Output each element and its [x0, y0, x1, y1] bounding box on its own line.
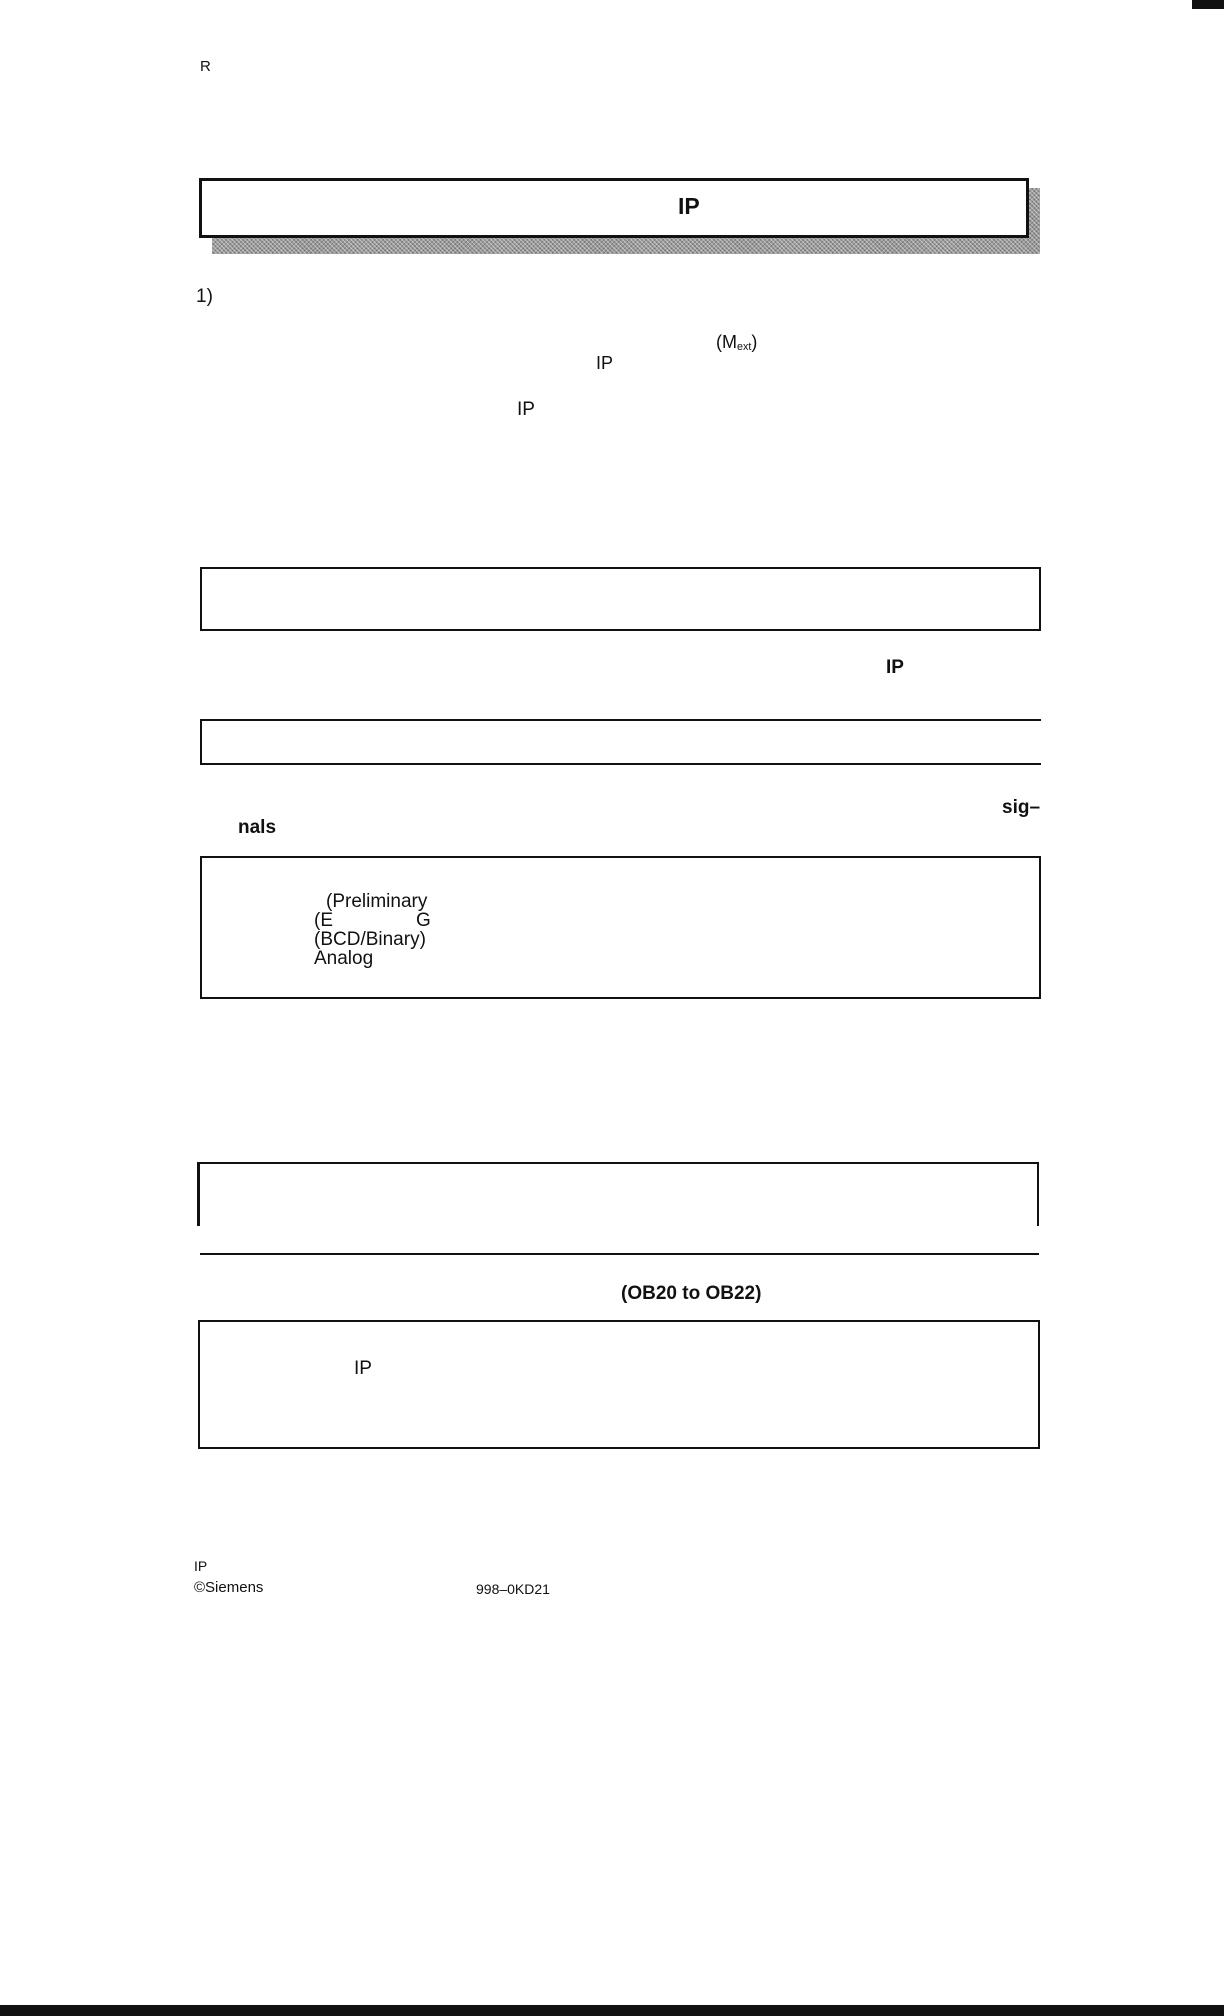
- info-box-3: [197, 1162, 1039, 1226]
- signals-heading-sig: sig–: [1002, 797, 1041, 818]
- header-letter: R: [200, 58, 211, 75]
- ip-reference-3: IP: [886, 657, 904, 678]
- mext-open: (M: [716, 332, 737, 352]
- signal-line-preliminary: (Preliminary: [326, 891, 428, 912]
- section-divider: [200, 1253, 1039, 1255]
- signals-heading-nals: nals: [238, 817, 277, 838]
- interrupt-ip-reference: IP: [354, 1358, 372, 1379]
- footnote-marker: 1): [196, 286, 213, 307]
- mext-subscript: ext: [737, 341, 752, 353]
- page-edge-mark: [1192, 0, 1224, 9]
- section-title: IP: [678, 193, 700, 219]
- page-bottom-bar: [0, 2005, 1224, 2016]
- signals-box: [200, 856, 1041, 999]
- footer-order-number: 998–0KD21: [476, 1581, 550, 1597]
- mext-term: [716, 333, 757, 353]
- ip-reference-1: IP: [596, 353, 614, 373]
- ip-reference-2: IP: [517, 399, 535, 420]
- info-box-1: [200, 567, 1041, 631]
- mext-close: ): [751, 332, 758, 352]
- interrupt-ob-range: (OB20 to OB22): [621, 1283, 762, 1304]
- signal-line-e: (E: [314, 910, 333, 931]
- footer-ip: IP: [194, 1558, 208, 1574]
- signal-line-bcd-binary: (BCD/Binary): [314, 929, 426, 950]
- signal-line-g: G: [416, 910, 431, 931]
- info-box-2: [200, 719, 1041, 765]
- title-banner: [199, 178, 1029, 238]
- signal-line-analog: Analog: [314, 948, 374, 969]
- footer-copyright: ©Siemens: [194, 1579, 264, 1596]
- interrupt-box: [198, 1320, 1040, 1449]
